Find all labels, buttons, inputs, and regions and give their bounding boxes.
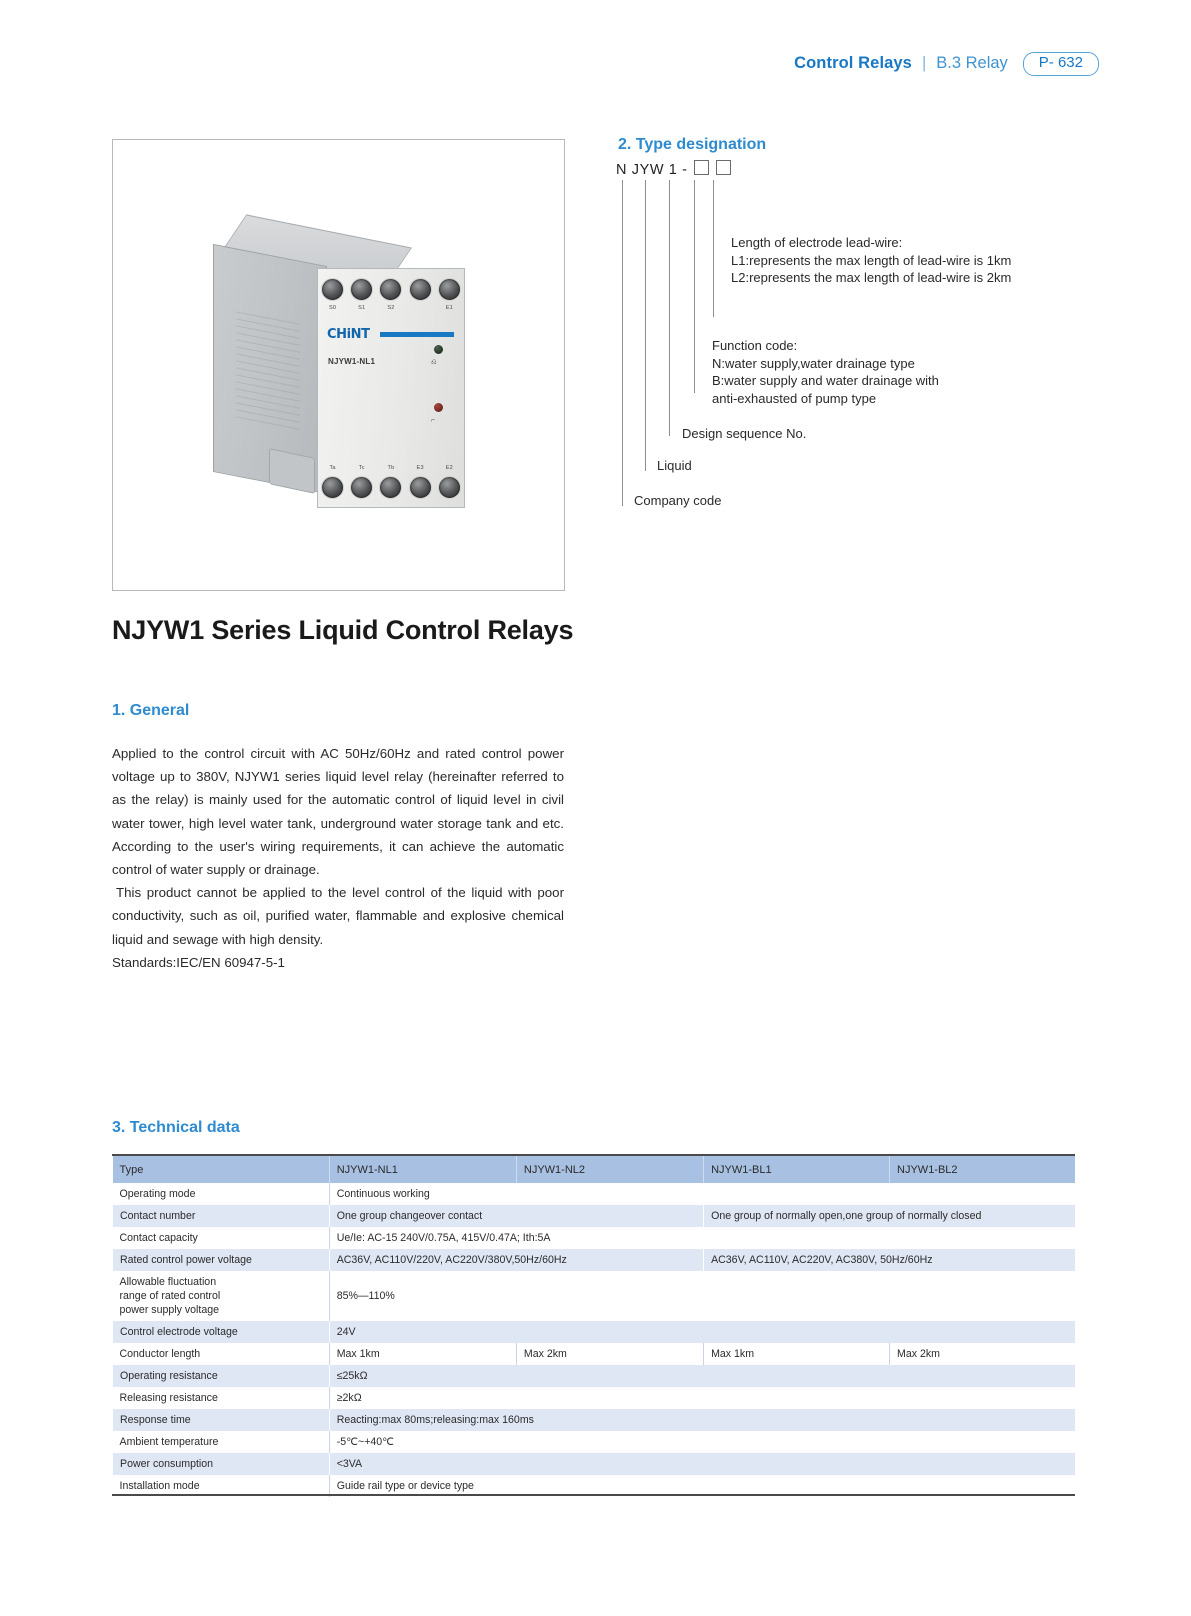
table-row <box>113 1365 1076 1387</box>
header-subcategory: B.3 Relay <box>936 54 1008 73</box>
page-number-badge: P- 632 <box>1023 52 1099 76</box>
column-header-nl1: NJYW1-NL1 <box>329 1156 516 1183</box>
table-row <box>113 1271 1076 1321</box>
power-led-icon <box>434 345 443 354</box>
row-label: Ambient temperature <box>119 1436 219 1448</box>
annotation-company-code <box>634 492 721 510</box>
row-label: Power consumption <box>113 1453 330 1475</box>
header-separator: | <box>921 54 927 73</box>
row-value: Reacting:max 80ms;releasing:max 160ms <box>329 1409 1075 1431</box>
table-row <box>113 1431 1076 1453</box>
annotation-line: B:water supply and water drainage with <box>712 373 939 389</box>
table-row <box>113 1453 1076 1475</box>
annotation-liquid <box>657 457 692 475</box>
row-value: One group of normally open,one group of normally closed <box>704 1205 1075 1227</box>
terminal-screw-icon <box>321 278 344 301</box>
relay-front-face <box>317 268 465 508</box>
table-header-row <box>113 1156 1076 1183</box>
terminal-label: Ta <box>329 465 336 471</box>
row-value: AC36V, AC110V, AC220V, AC380V, 50Hz/60Hz <box>704 1249 1075 1271</box>
row-label: Rated control power voltage <box>113 1249 330 1271</box>
table-row <box>113 1321 1076 1343</box>
row-value: 24V <box>329 1321 1075 1343</box>
terminal-label: E1 <box>445 305 453 311</box>
table-row <box>113 1409 1076 1431</box>
table-body <box>113 1183 1076 1497</box>
product-photo <box>112 139 565 591</box>
row-label: Installation mode <box>119 1480 200 1492</box>
annotation-line: Liquid <box>657 458 692 473</box>
terminal-labels-bottom <box>318 465 464 471</box>
annotation-leadwire <box>731 234 1011 287</box>
general-body <box>112 742 564 974</box>
leader-line-company <box>622 180 623 506</box>
terminal-label: S1 <box>358 305 366 311</box>
terminal-label: S2 <box>387 305 395 311</box>
terminal-label: Tb <box>387 465 395 471</box>
column-header-type: Type <box>119 1163 144 1176</box>
annotation-line: Length of electrode lead-wire: <box>731 235 903 250</box>
annotation-line: Design sequence No. <box>682 426 807 441</box>
section-heading-general: 1. General <box>112 702 190 719</box>
annotation-line: L1:represents the max length of lead-wire is 1km <box>731 252 1012 268</box>
leader-line-liquid <box>645 180 646 471</box>
terminal-label: E2 <box>445 465 453 471</box>
relay-led-icon <box>434 403 443 412</box>
relay-model-label: NJYW1-NL1 <box>328 357 376 366</box>
row-value: One group changeover contact <box>329 1205 703 1227</box>
column-header-nl2: NJYW1-NL2 <box>516 1156 703 1183</box>
row-value: <3VA <box>329 1453 1075 1475</box>
table-row <box>113 1205 1076 1227</box>
terminal-label: E3 <box>416 465 424 471</box>
table-row <box>113 1387 1076 1409</box>
row-value: Ue/Ie: AC-15 240V/0.75A, 415V/0.47A; Ith:5A <box>329 1227 1075 1249</box>
leader-line-leadwire <box>713 180 714 317</box>
terminal-row-bottom <box>318 473 464 501</box>
section-heading-type-designation: 2. Type designation <box>618 136 767 153</box>
code-part-company: N <box>616 162 628 178</box>
section-heading-technical-data: 3. Technical data <box>112 1119 240 1136</box>
row-value: ≤25kΩ <box>329 1365 1075 1387</box>
general-paragraph-2: This product cannot be applied to the level control of the liquid with poor conductivity, such as oil, purified water, flammable and explosive chemical liquid and sewage with high density. <box>112 885 564 947</box>
row-value: Max 1km <box>704 1343 890 1365</box>
annotation-line: anti-exhausted of pump type <box>712 390 877 406</box>
terminal-screw-icon <box>350 476 373 499</box>
leader-line-sequence <box>669 180 670 436</box>
table-row <box>113 1343 1076 1365</box>
code-box-function <box>694 160 709 175</box>
general-standards: Standards:IEC/EN 60947-5-1 <box>112 954 285 970</box>
terminal-screw-icon <box>409 476 432 499</box>
code-part-liquid: JYW <box>631 162 665 178</box>
terminal-screw-icon <box>409 278 432 301</box>
page-title: NJYW1 Series Liquid Control Relays <box>112 615 574 645</box>
terminal-screw-icon <box>379 278 402 301</box>
terminal-screw-icon <box>379 476 402 499</box>
terminal-label: S0 <box>328 305 337 311</box>
row-value: 85%—110% <box>329 1271 1075 1321</box>
row-label: Contact capacity <box>119 1232 198 1244</box>
row-value: -5℃~+40℃ <box>329 1431 1075 1453</box>
type-designation-code <box>616 160 731 178</box>
technical-data-table <box>112 1156 1075 1497</box>
row-label: Operating resistance <box>113 1365 330 1387</box>
terminal-screw-icon <box>438 476 461 499</box>
terminal-label <box>411 305 429 311</box>
leader-line-function <box>694 180 695 393</box>
table-bottom-rule <box>112 1494 1075 1496</box>
annotation-line: L2:represents the max length of lead-wire is 2km <box>731 270 1012 286</box>
annotation-line: Function code: <box>712 338 798 353</box>
terminal-labels-top <box>318 305 464 311</box>
table-row <box>113 1227 1076 1249</box>
code-box-leadwire <box>716 160 731 175</box>
annotation-design-sequence <box>682 425 806 443</box>
terminal-row-top <box>318 275 464 303</box>
row-value: Max 1km <box>329 1343 516 1365</box>
power-symbol-icon: ⎌ <box>431 359 437 366</box>
row-value: Max 2km <box>516 1343 703 1365</box>
row-label: Control electrode voltage <box>113 1321 330 1343</box>
column-header-bl1: NJYW1-BL1 <box>704 1156 890 1183</box>
chint-logo: CHiNT <box>327 327 370 342</box>
row-value: Continuous working <box>329 1183 1075 1205</box>
header-category: Control Relays <box>794 54 912 73</box>
row-label: Releasing resistance <box>119 1392 218 1404</box>
row-label: Allowable fluctuation range of rated control power supply voltage <box>119 1276 221 1316</box>
terminal-label: Tc <box>358 465 365 471</box>
row-label: Response time <box>113 1409 330 1431</box>
row-value: AC36V, AC110V/220V, AC220V/380V,50Hz/60Hz <box>329 1249 703 1271</box>
relay-symbol-icon: ⌐ <box>431 417 436 424</box>
table-row <box>113 1249 1076 1271</box>
relay-illustration <box>213 225 473 515</box>
annotation-line: Company code <box>634 493 722 508</box>
code-part-dash: - <box>682 162 688 178</box>
row-value: ≥2kΩ <box>329 1387 1075 1409</box>
relay-side-label <box>236 307 300 429</box>
terminal-screw-icon <box>350 278 373 301</box>
annotation-line: N:water supply,water drainage type <box>712 355 915 371</box>
annotation-function-code <box>712 337 939 407</box>
general-paragraph-1: Applied to the control circuit with AC 50Hz/60Hz and rated control power voltage up to 380V, NJYW1 series liquid level relay (hereinafter referred to as the relay) is mainly used for the automatic control of liquid level in civil water tower, high level water tank, underground water storage tank and etc. According to the user's wiring requirements, it can achieve the automatic control of water supply or drainage. <box>112 746 564 878</box>
row-label: Contact number <box>113 1205 330 1227</box>
table-row <box>113 1183 1076 1205</box>
page-header <box>794 52 1099 76</box>
code-part-sequence: 1 <box>668 162 678 178</box>
column-header-bl2: NJYW1-BL2 <box>890 1156 1075 1183</box>
row-value: Guide rail type or device type <box>329 1475 1075 1497</box>
row-value: Max 2km <box>890 1343 1075 1365</box>
terminal-screw-icon <box>438 278 461 301</box>
row-label: Conductor length <box>119 1348 201 1360</box>
terminal-screw-icon <box>321 476 344 499</box>
chint-logo-bar <box>380 332 454 337</box>
row-label: Operating mode <box>119 1188 196 1200</box>
